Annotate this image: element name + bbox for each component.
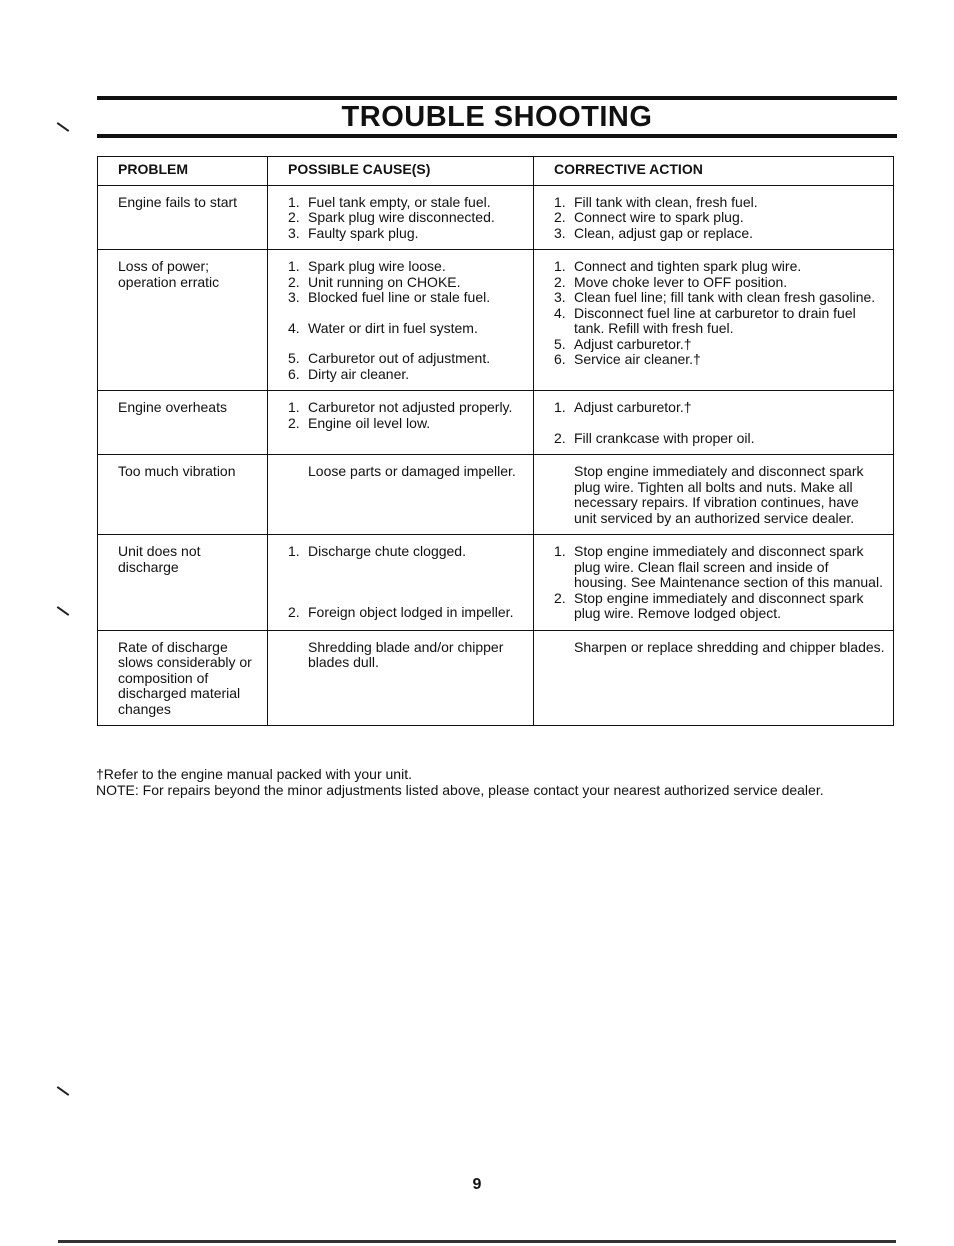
header-causes: POSSIBLE CAUSE(S) [268,157,534,186]
list-item: 2. Connect wire to spark plug. [554,209,744,225]
list-item: Loose parts or damaged impeller. [308,463,516,479]
list-item: 1. Spark plug wire loose. [288,258,446,274]
causes-cell [268,185,534,250]
causes-cell [268,391,534,455]
list-item: 6. Dirty air cleaner. [288,365,410,382]
list-item: 1. Connect and tighten spark plug wire. [554,258,802,274]
troubleshooting-table [97,156,894,726]
service-note: NOTE: For repairs beyond the minor adjustments listed above, please contact your nearest authorized service dealer. [96,782,824,798]
footer-rule [58,1240,896,1243]
table-row [98,455,894,535]
list-item: 2. Foreign object lodged in impeller. [288,603,514,620]
title-rule-bottom [97,134,897,138]
list-item: 1. Adjust carburetor.† [554,399,692,415]
table-row [98,250,894,391]
header-problem: PROBLEM [98,157,268,186]
action-cell [534,535,894,631]
list-item: Shredding blade and/or chipper blades dull. [308,638,504,670]
list-item: Sharpen or replace shredding and chipper blades. [574,638,885,655]
page-title: TROUBLE SHOOTING [341,101,653,133]
list-item: 5. Adjust carburetor.† [554,335,692,352]
list-item: 1. Discharge chute clogged. [288,543,466,559]
list-item: 6. Service air cleaner.† [554,351,701,367]
footnote: †Refer to the engine manual packed with your unit. [96,766,412,782]
list-item: 1. Fill tank with clean, fresh fuel. [554,193,758,210]
table-header-row [98,157,894,186]
list-item: 3. Faulty spark plug. [288,224,419,241]
list-item: 2. Spark plug wire disconnected. [288,209,495,225]
causes-cell [268,455,534,535]
notes [96,766,896,798]
margin-mark [57,606,70,616]
action-cell [534,250,894,391]
list-item: 1. Carburetor not adjusted properly. [288,399,513,415]
table-row [98,391,894,455]
list-item: Stop engine immediately and disconnect spark plug wire. Tighten all bolts and nuts. Make all necessary repairs. If vibration continues, have unit serviced by an authorized service dealer. [574,463,864,526]
problem-cell: Rate of discharge slows considerably or composition of discharged material changes [98,630,268,726]
margin-mark [57,122,70,132]
list-item: 2. Stop engine immediately and disconnect spark plug wire. Remove lodged object. [554,589,864,621]
page-number: 9 [472,1176,482,1193]
list-item: 3. Clean, adjust gap or replace. [554,224,753,241]
problem-cell: Unit does not discharge [98,535,268,631]
causes-cell [268,535,534,631]
header-action: CORRECTIVE ACTION [534,157,894,186]
causes-cell [268,630,534,726]
table-row [98,185,894,250]
list-item: 1. Stop engine immediately and disconnect spark plug wire. Clean flail screen and inside of housing. See Maintenance section of this manual. [554,543,883,590]
list-item: 5. Carburetor out of adjustment. [288,350,491,366]
list-item: 4. Disconnect fuel line at carburetor to drain fuel tank. Refill with fresh fuel. [554,304,856,336]
action-cell [534,630,894,726]
action-cell [534,391,894,455]
problem-cell: Engine overheats [98,391,268,455]
list-item: 1. Fuel tank empty, or stale fuel. [288,193,491,210]
problem-cell: Loss of power; operation erratic [98,250,268,391]
action-cell [534,455,894,535]
problem-cell: Too much vibration [98,455,268,535]
list-item: 2. Fill crankcase with proper oil. [554,429,755,446]
list-item: 3. Clean fuel line; fill tank with clean fresh gasoline. [554,289,876,305]
problem-cell: Engine fails to start [98,185,268,250]
table-row [98,630,894,726]
causes-cell [268,250,534,391]
list-item: 2. Unit running on CHOKE. [288,273,461,290]
list-item: 2. Move choke lever to OFF position. [554,273,788,290]
list-item: 3. Blocked fuel line or stale fuel. [288,289,491,305]
table-row [98,535,894,631]
list-item: 4. Water or dirt in fuel system. [288,319,478,336]
action-cell [534,185,894,250]
list-item: 2. Engine oil level low. [288,414,431,431]
margin-mark [57,1086,70,1096]
